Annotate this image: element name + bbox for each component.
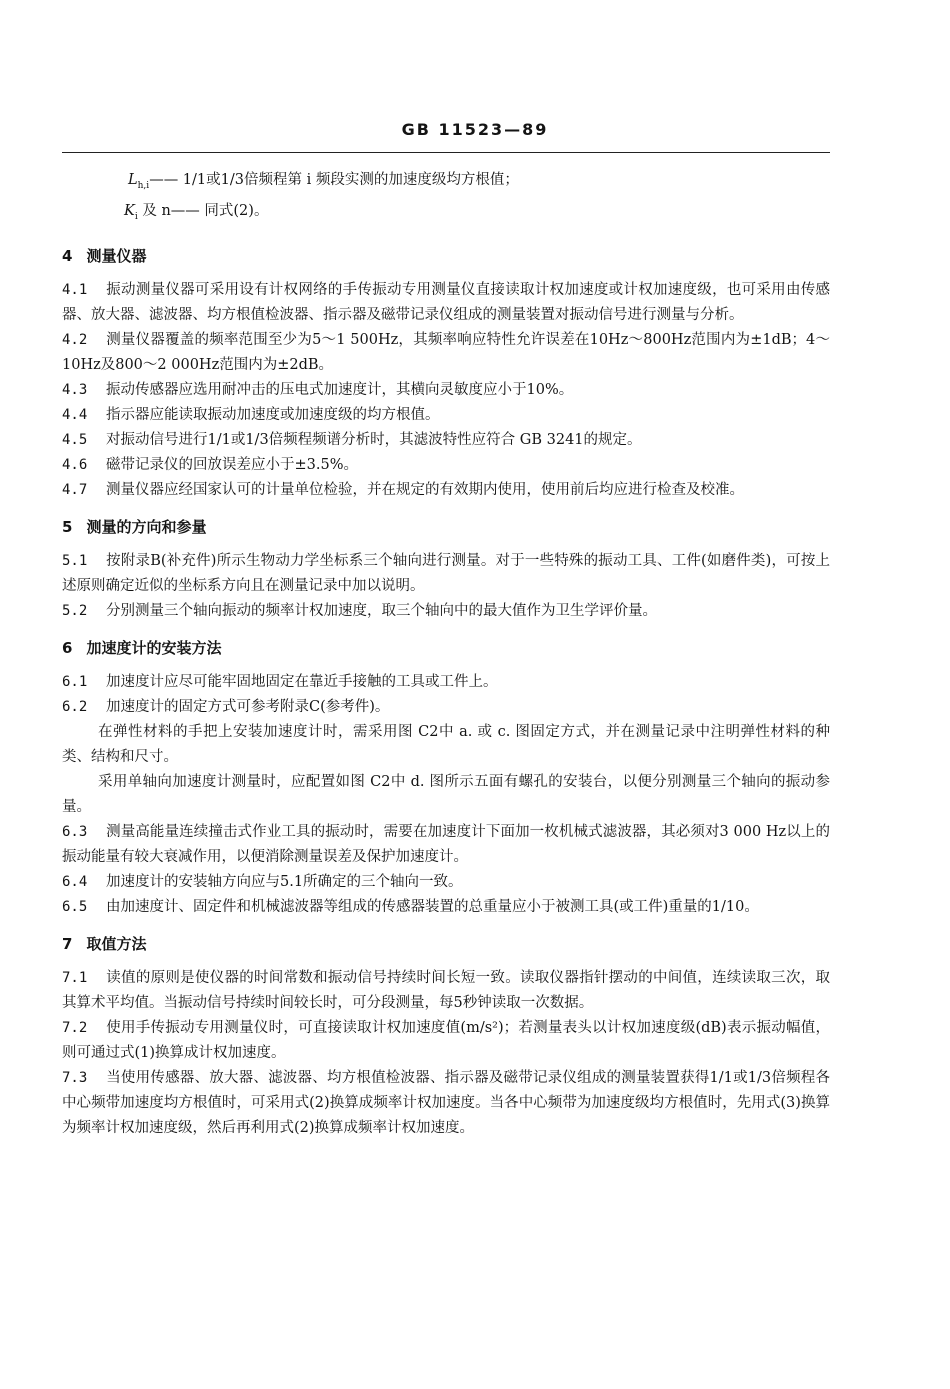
clause xyxy=(62,278,830,328)
clause-text: 对振动信号进行1/1或1/3倍频程频谱分析时，其滤波特性应符合 GB 3241的规定。 xyxy=(106,431,642,448)
clause-text: 加速度计的安装轴方向应与5.1所确定的三个轴向一致。 xyxy=(106,873,463,890)
clause xyxy=(62,428,830,453)
clause xyxy=(62,1066,830,1141)
clause-text: 当使用传感器、放大器、滤波器、均方根值检波器、指示器及磁带记录仪组成的测量装置获得1/1或1/3倍频程各中心频带加速度均方根值时，可采用式(2)换算成频率计权加速度。当各中心频带为加速度级均方根值时，先用式(3)换算为频率计权加速度级，然后再利用式(2)换算成频率计权加速度。 xyxy=(62,1069,830,1136)
clause xyxy=(62,478,830,503)
clause-text: 测量高能量连续撞击式作业工具的振动时，需要在加速度计下面加一枚机械式滤波器，其必须对3 000 Hz以上的振动能量有较大衰减作用，以便消除测量误差及保护加速度计。 xyxy=(62,823,830,865)
document-body xyxy=(62,168,830,1141)
clause-number: 6.3 xyxy=(62,823,88,840)
clause-number: 6.4 xyxy=(62,873,88,890)
clause-number: 4.3 xyxy=(62,381,88,398)
clause-text: 振动测量仪器可采用设有计权网络的手传振动专用测量仪直接读取计权加速度或计权加速度级，也可采用由传感器、放大器、滤波器、均方根值检波器、指示器及磁带记录仪组成的测量装置对振动信号进行测量与分析。 xyxy=(62,281,830,323)
definition-line xyxy=(62,199,830,230)
section-heading xyxy=(62,515,830,539)
definition-text: 及 n—— 同式(2)。 xyxy=(142,202,269,219)
document-header: GB 11523—89 xyxy=(401,120,549,139)
clause-number: 4.2 xyxy=(62,331,88,348)
clause-text: 指示器应能读取振动加速度或加速度级的均方根值。 xyxy=(106,406,440,423)
clause-text: 分别测量三个轴向振动的频率计权加速度，取三个轴向中的最大值作为卫生学评价量。 xyxy=(106,602,657,619)
clause-number: 4.4 xyxy=(62,406,88,423)
clause-number: 4.1 xyxy=(62,281,88,298)
clause xyxy=(62,870,830,895)
definition-subscript: i xyxy=(134,211,138,222)
clause-number: 4.5 xyxy=(62,431,88,448)
clause xyxy=(62,599,830,624)
section-title: 取值方法 xyxy=(86,934,147,953)
clause-text: 加速度计的固定方式可参考附录C(参考件)。 xyxy=(106,698,390,715)
clause xyxy=(62,549,830,599)
section-heading xyxy=(62,932,830,956)
clause-number: 4.6 xyxy=(62,456,88,473)
section-heading xyxy=(62,636,830,660)
clause xyxy=(62,670,830,695)
definition-symbol: L xyxy=(128,172,138,188)
definition-line xyxy=(62,168,830,199)
clause-number: 6.1 xyxy=(62,673,88,690)
clause-text: 读值的原则是使仪器的时间常数和振动信号持续时间长短一致。读取仪器指针摆动的中间值，连续读取三次，取其算术平均值。当振动信号持续时间较长时，可分段测量，每5秒钟读取一次数据。 xyxy=(62,969,830,1011)
clause-text: 使用手传振动专用测量仪时，可直接读取计权加速度值(m/s²)；若测量表头以计权加速度级(dB)表示振动幅值，则可通过式(1)换算成计权加速度。 xyxy=(62,1019,830,1061)
clause xyxy=(62,895,830,920)
clause xyxy=(62,403,830,428)
clause-text: 测量仪器覆盖的频率范围至少为5～1 500Hz，其频率响应特性允许误差在10Hz～800Hz范围内为±1dB；4～10Hz及800～2 000Hz范围内为±2dB。 xyxy=(62,331,830,373)
clause-number: 6.2 xyxy=(62,698,88,715)
section-number: 4 xyxy=(62,246,73,265)
clause xyxy=(62,328,830,378)
clause-number: 4.7 xyxy=(62,481,88,498)
paragraph: 采用单轴向加速度计测量时，应配置如图 C2中 d. 图所示五面有螺孔的安装台，以便分别测量三个轴向的振动参量。 xyxy=(62,773,830,815)
clause-text: 由加速度计、固定件和机械滤波器等组成的传感器装置的总重量应小于被测工具(或工件)重量的1/10。 xyxy=(106,898,759,915)
clause-number: 7.1 xyxy=(62,969,88,986)
definition-text: —— 1/1或1/3倍频程第 i 频段实测的加速度级均方根值； xyxy=(149,172,519,188)
clause xyxy=(62,966,830,1016)
section-number: 7 xyxy=(62,934,73,953)
section-number: 6 xyxy=(62,638,73,657)
clause-number: 7.2 xyxy=(62,1019,88,1036)
section-heading xyxy=(62,244,830,268)
clause xyxy=(62,453,830,478)
clause xyxy=(62,378,830,403)
clause-text: 振动传感器应选用耐冲击的压电式加速度计，其横向灵敏度应小于10%。 xyxy=(106,381,574,398)
header-rule xyxy=(62,152,830,153)
clause xyxy=(62,820,830,870)
paragraph: 在弹性材料的手把上安装加速度计时，需采用图 C2中 a. 或 c. 图固定方式，并在测量记录中注明弹性材料的种类、结构和尺寸。 xyxy=(62,723,830,765)
clause-text: 磁带记录仪的回放误差应小于±3.5%。 xyxy=(106,456,358,473)
section-number: 5 xyxy=(62,517,73,536)
clause-text: 测量仪器应经国家认可的计量单位检验，并在规定的有效期内使用，使用前后均应进行检查及校准。 xyxy=(106,481,744,498)
clause-number: 7.3 xyxy=(62,1069,88,1086)
clause-text: 按附录B(补充件)所示生物动力学坐标系三个轴向进行测量。对于一些特殊的振动工具、工件(如磨件类)，可按上述原则确定近似的坐标系方向且在测量记录中加以说明。 xyxy=(62,552,830,594)
section-title: 加速度计的安装方法 xyxy=(86,638,222,657)
clause-number: 5.1 xyxy=(62,552,88,569)
definition-subscript: h,i xyxy=(137,180,150,191)
section-title: 测量的方向和参量 xyxy=(86,517,207,536)
clause-number: 6.5 xyxy=(62,898,88,915)
clause xyxy=(62,1016,830,1066)
clause-number: 5.2 xyxy=(62,602,88,619)
definition-symbol: K xyxy=(124,202,135,219)
clause xyxy=(62,695,830,720)
section-title: 测量仪器 xyxy=(86,246,147,265)
clause-text: 加速度计应尽可能牢固地固定在靠近手接触的工具或工件上。 xyxy=(106,673,498,690)
